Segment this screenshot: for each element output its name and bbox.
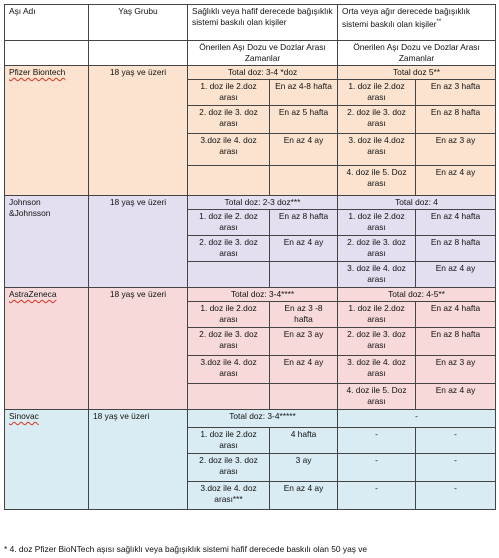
astra-i-label: 3. doz ile 4. doz arası [338, 356, 416, 384]
header-healthy: Sağlıklı veya hafif derecede bağışıklık sistemi baskılı olan kişiler [188, 5, 338, 41]
pfizer-h-label: 2. doz ile 3. doz arası [188, 106, 270, 134]
pfizer-i-label: 1. doz ile 2.doz arası [338, 80, 416, 106]
pfizer-h-value: En az 4 ay [270, 134, 338, 166]
pfizer-h-value: En az 4-8 hafta [270, 80, 338, 106]
sinovac-h-label: 3.doz ile 4. doz arası*** [188, 482, 270, 510]
johnson-h-value: En az 8 hafta [270, 210, 338, 236]
vaccine-name-sinovac [5, 410, 89, 510]
header-interval-healthy: Önerilen Aşı Dozu ve Dozlar Arası Zamanlar [188, 41, 338, 66]
pfizer-h-value: En az 5 hafta [270, 106, 338, 134]
vaccine-name-johnson [5, 196, 89, 288]
astra-h-value: En az 3 ay [270, 328, 338, 356]
total-immuno-astra: Total doz: 4-5** [338, 288, 496, 302]
astra-h-empty [270, 384, 338, 410]
johnson-i-label: 3. doz ile 4. doz arası [338, 262, 416, 288]
header-immuno-mark: ** [436, 19, 442, 25]
total-immuno-johnson: Total doz: 4 [338, 196, 496, 210]
astra-i-value: En az 4 hafta [416, 302, 496, 328]
johnson-h-value: En az 4 ay [270, 236, 338, 262]
johnson-h-label: 1. doz ile 2. doz arası [188, 210, 270, 236]
sinovac-h-label: 2. doz ile 3. doz arası [188, 454, 270, 482]
pfizer-i-label: 2. doz ile 3. doz arası [338, 106, 416, 134]
vaccine-name-astra-text: AstraZeneca [9, 289, 57, 299]
total-immuno-pfizer: Total doz 5** [338, 66, 496, 80]
header-immuno-text: Orta veya ağır derecede bağışıklık sistemi baskılı olan kişiler [342, 6, 471, 29]
total-immuno-sinovac: - [338, 410, 496, 428]
vaccine-name-astra [5, 288, 89, 410]
pfizer-h-label: 1. doz ile 2.doz arası [188, 80, 270, 106]
astra-i-value: En az 8 hafta [416, 328, 496, 356]
astra-h-label: 3.doz ile 4. doz arası [188, 356, 270, 384]
astra-i-label: 1. doz ile 2.doz arası [338, 302, 416, 328]
astra-h-value: En az 4 ay [270, 356, 338, 384]
pfizer-i-label: 4. doz ile 5. Doz arası [338, 166, 416, 196]
sinovac-i-label: - [338, 454, 416, 482]
astra-h-label: 2. doz ile 3. doz arası [188, 328, 270, 356]
astra-i-value: En az 3 ay [416, 356, 496, 384]
total-healthy-sinovac: Total doz: 3-4***** [188, 410, 338, 428]
johnson-h-label: 2. doz ile 3. doz arası [188, 236, 270, 262]
vaccine-name-johnson-text: Johnson &Johnsson [9, 197, 51, 218]
vaccine-schedule-table [4, 4, 496, 510]
pfizer-i-value: En az 4 ay [416, 166, 496, 196]
total-healthy-johnson: Total doz: 2-3 doz*** [188, 196, 338, 210]
astra-h-empty [188, 384, 270, 410]
footnote: * 4. doz Pfizer BioNTech aşısı sağlıklı veya bağışıklık sistemi hafif derecede baskılı olan 50 yaş ve [4, 544, 368, 554]
pfizer-h-empty [270, 166, 338, 196]
johnson-i-value: En az 8 hafta [416, 236, 496, 262]
sinovac-h-value: En az 4 ay [270, 482, 338, 510]
age-astra: 18 yaş ve üzeri [89, 288, 188, 410]
sinovac-h-value: 3 ay [270, 454, 338, 482]
pfizer-i-value: En az 3 hafta [416, 80, 496, 106]
johnson-i-value: En az 4 ay [416, 262, 496, 288]
sinovac-h-label: 1. doz ile 2.doz arası [188, 428, 270, 454]
header-immuno [338, 5, 496, 41]
vaccine-name-sinovac-text: Sinovac [9, 411, 39, 421]
header-vaccine: Aşı Adı [5, 5, 89, 41]
johnson-i-value: En az 4 hafta [416, 210, 496, 236]
sinovac-i-label: - [338, 482, 416, 510]
sinovac-h-value: 4 hafta [270, 428, 338, 454]
sinovac-i-label: - [338, 428, 416, 454]
vaccine-name-pfizer-text: Pfizer Biontech [9, 67, 66, 77]
pfizer-i-label: 3. doz ile 4.doz arası [338, 134, 416, 166]
header-empty-1 [5, 41, 89, 66]
astra-i-label: 2. doz ile 3. doz arası [338, 328, 416, 356]
sinovac-i-value: - [416, 454, 496, 482]
johnson-h-empty [188, 262, 270, 288]
astra-h-label: 1. doz ile 2.doz arası [188, 302, 270, 328]
pfizer-h-label: 3.doz ile 4. doz arası [188, 134, 270, 166]
johnson-i-label: 2. doz ile 3. doz arası [338, 236, 416, 262]
age-johnson: 18 yaş ve üzeri [89, 196, 188, 288]
header-interval-immuno: Önerilen Aşı Dozu ve Dozlar Arası Zamanlar [338, 41, 496, 66]
age-sinovac: 18 yaş ve üzeri [89, 410, 188, 510]
total-healthy-astra: Total doz: 3-4**** [188, 288, 338, 302]
astra-i-label: 4. doz ile 5. Doz arası [338, 384, 416, 410]
johnson-h-empty [270, 262, 338, 288]
vaccine-name-pfizer [5, 66, 89, 196]
astra-i-value: En az 4 ay [416, 384, 496, 410]
johnson-i-label: 1. doz ile 2.doz arası [338, 210, 416, 236]
pfizer-h-empty [188, 166, 270, 196]
age-pfizer: 18 yaş ve üzeri [89, 66, 188, 196]
pfizer-i-value: En az 8 hafta [416, 106, 496, 134]
header-empty-2 [89, 41, 188, 66]
total-healthy-pfizer: Total doz: 3-4 *doz [188, 66, 338, 80]
astra-h-value: En az 3 -8 hafta [270, 302, 338, 328]
sinovac-i-value: - [416, 482, 496, 510]
pfizer-i-value: En az 3 ay [416, 134, 496, 166]
header-age: Yaş Grubu [89, 5, 188, 41]
sinovac-i-value: - [416, 428, 496, 454]
